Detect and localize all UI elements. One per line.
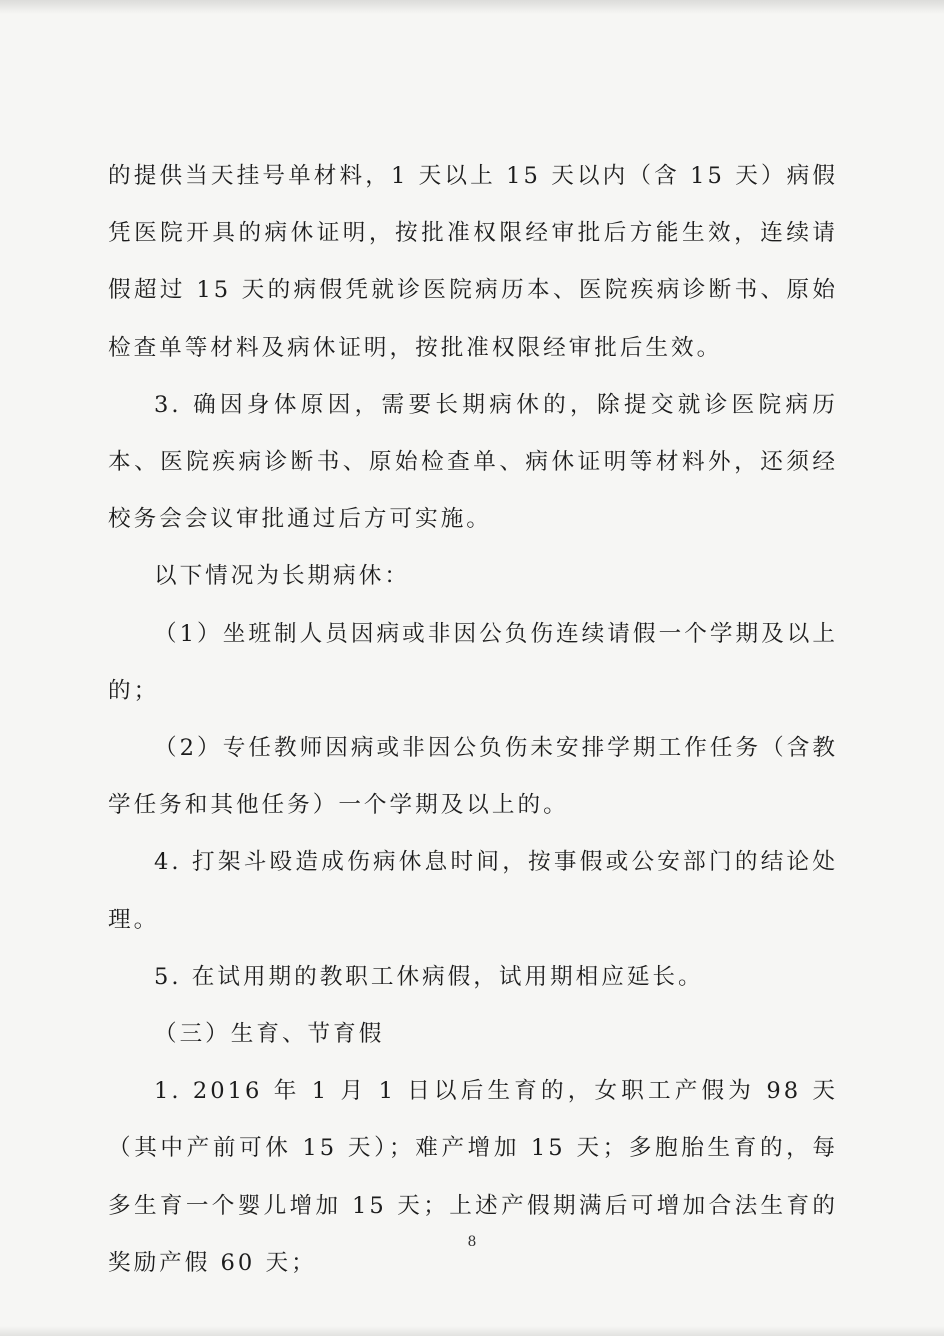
scan-edge-bottom <box>0 1326 944 1336</box>
paragraph-maternity-leave-rules: 1. 2016 年 1 月 1 日以后生育的，女职工产假为 98 天（其中产前可休 15 天）；难产增加 15 天；多胞胎生育的，每多生育一个婴儿增加 15 天；上述产假期满后可增加合法生育的奖励产假 60 天； <box>108 1078 838 1276</box>
paragraph-long-term-conditions-intro: 以下情况为长期病休： <box>154 563 410 590</box>
paragraph-condition-2: （2）专任教师因病或非因公负伤未安排学期工作任务（含教学任务和其他任务）一个学期及以上的。 <box>108 735 838 819</box>
scan-edge-top <box>0 0 944 14</box>
document-body <box>108 148 838 1292</box>
page-number: 8 <box>467 1234 477 1250</box>
paragraph-condition-1: （1）坐班制人员因病或非因公负伤连续请假一个学期及以上的； <box>108 620 838 704</box>
paragraph-sick-leave-materials: 的提供当天挂号单材料，1 天以上 15 天以内（含 15 天）病假凭医院开具的病休证明，按批准权限经审批后方能生效，连续请假超过 15 天的病假凭就诊医院病历本、医院疾病诊断书、原始检查单等材料及病休证明，按批准权限经审批后生效。 <box>108 163 838 361</box>
paragraph-probation: 5. 在试用期的教职工休病假，试用期相应延长。 <box>154 963 704 990</box>
section-heading-maternity-leave: （三）生育、节育假 <box>154 1021 385 1048</box>
paragraph-fight-injury: 4. 打架斗殴造成伤病休息时间，按事假或公安部门的结论处理。 <box>108 849 838 933</box>
paragraph-long-term-sick-leave: 3. 确因身体原因，需要长期病休的，除提交就诊医院病历本、医院疾病诊断书、原始检查单、病休证明等材料外，还须经校务会会议审批通过后方可实施。 <box>108 391 838 533</box>
